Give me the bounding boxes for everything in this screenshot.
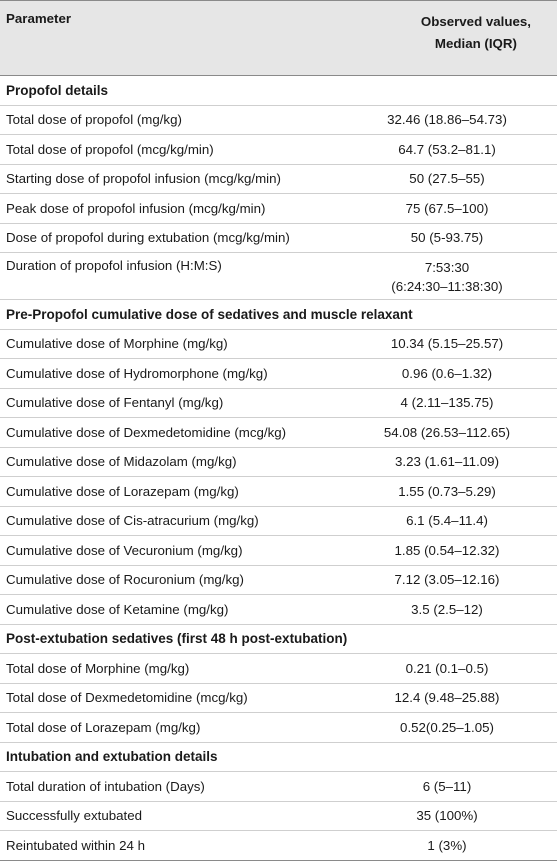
value-cell: 54.08 (26.53–112.65) <box>383 424 511 440</box>
table-row <box>0 224 557 254</box>
value-cell: 75 (67.5–100) <box>405 200 489 216</box>
table-row <box>0 448 557 478</box>
value-cell: 1 (3%) <box>427 837 467 853</box>
table-row <box>0 772 557 802</box>
value-cell: 4 (2.11–135.75) <box>400 395 494 411</box>
table-row <box>0 595 557 625</box>
table-row <box>0 507 557 537</box>
parameter-cell: Cumulative dose of Fentanyl (mg/kg) <box>6 395 224 411</box>
table-row <box>0 135 557 165</box>
value-cell: 6 (5–11) <box>422 778 472 794</box>
table-row <box>0 831 557 861</box>
value-cell: 6.1 (5.4–11.4) <box>406 513 488 529</box>
parameter-cell: Cumulative dose of Cis-atracurium (mg/kg) <box>6 513 259 529</box>
parameter-cell: Total dose of Morphine (mg/kg) <box>6 660 190 676</box>
table-row <box>0 106 557 136</box>
value-cell: 0.52(0.25–1.05) <box>400 719 494 735</box>
table-row <box>0 713 557 743</box>
value-cell: 7.12 (3.05–12.16) <box>394 572 500 588</box>
table-row <box>0 194 557 224</box>
parameter-cell: Cumulative dose of Rocuronium (mg/kg) <box>6 572 244 588</box>
value-cell: 10.34 (5.15–25.57) <box>390 336 504 352</box>
value-cell <box>337 258 557 296</box>
table-row <box>0 684 557 714</box>
value-cell: 35 (100%) <box>416 808 478 824</box>
value-cell: 12.4 (9.48–25.88) <box>394 690 500 706</box>
section-heading-row <box>0 625 557 655</box>
parameter-cell: Total dose of propofol (mg/kg) <box>6 112 182 128</box>
parameter-cell: Cumulative dose of Lorazepam (mg/kg) <box>6 483 239 499</box>
value-cell: 50 (5-93.75) <box>410 230 484 246</box>
table-row <box>0 566 557 596</box>
value-cell: 1.55 (0.73–5.29) <box>398 483 496 499</box>
parameter-cell: Duration of propofol infusion (H:M:S) <box>6 258 222 273</box>
parameter-cell: Cumulative dose of Dexmedetomidine (mcg/kg) <box>6 424 287 440</box>
section-heading: Propofol details <box>6 82 109 98</box>
parameter-cell: Cumulative dose of Ketamine (mg/kg) <box>6 601 229 617</box>
parameter-cell: Successfully extubated <box>6 808 143 824</box>
section-heading: Intubation and extubation details <box>6 749 218 765</box>
value-line2: (6:24:30–11:38:30) <box>391 279 503 294</box>
section-heading: Post-extubation sedatives (first 48 h post-extubation) <box>6 631 348 647</box>
value-cell: 0.21 (0.1–0.5) <box>405 660 489 676</box>
table-row <box>0 165 557 195</box>
header-observed-values <box>421 11 531 55</box>
value-cell: 3.23 (1.61–11.09) <box>395 454 499 470</box>
parameter-cell: Total duration of intubation (Days) <box>6 778 205 794</box>
parameter-cell: Dose of propofol during extubation (mcg/kg/min) <box>6 230 290 246</box>
parameter-cell: Cumulative dose of Vecuronium (mg/kg) <box>6 542 243 558</box>
parameter-cell: Cumulative dose of Morphine (mg/kg) <box>6 336 228 352</box>
table-row <box>0 477 557 507</box>
parameter-cell: Total dose of propofol (mcg/kg/min) <box>6 141 214 157</box>
section-heading-row <box>0 300 557 330</box>
section-heading: Pre-Propofol cumulative dose of sedatives and muscle relaxant <box>6 306 413 322</box>
value-cell: 0.96 (0.6–1.32) <box>401 365 493 381</box>
parameter-cell: Total dose of Lorazepam (mg/kg) <box>6 719 201 735</box>
section-heading-row <box>0 76 557 106</box>
table-row <box>0 418 557 448</box>
parameter-cell: Reintubated within 24 h <box>6 837 145 853</box>
section-heading-row <box>0 743 557 773</box>
value-line1: 7:53:30 <box>424 260 470 275</box>
value-cell: 3.5 (2.5–12) <box>411 601 483 617</box>
table-row <box>0 654 557 684</box>
parameter-cell: Peak dose of propofol infusion (mcg/kg/min) <box>6 200 266 216</box>
table-row <box>0 536 557 566</box>
header-parameter: Parameter <box>6 11 72 26</box>
table-header <box>0 0 557 76</box>
parameter-cell: Total dose of Dexmedetomidine (mcg/kg) <box>6 690 248 706</box>
table-row <box>0 802 557 832</box>
parameter-cell: Cumulative dose of Midazolam (mg/kg) <box>6 454 237 470</box>
table-row <box>0 389 557 419</box>
parameter-cell: Cumulative dose of Hydromorphone (mg/kg) <box>6 365 268 381</box>
value-cell: 32.46 (18.86–54.73) <box>387 112 507 128</box>
value-cell: 1.85 (0.54–12.32) <box>394 542 500 558</box>
value-cell: 64.7 (53.2–81.1) <box>398 141 496 157</box>
parameter-cell: Starting dose of propofol infusion (mcg/kg/min) <box>6 171 281 187</box>
header-observed-line1: Observed values, <box>420 14 531 29</box>
table-body <box>0 76 557 861</box>
table-row <box>0 253 557 300</box>
value-cell: 50 (27.5–55) <box>409 171 485 187</box>
table-row <box>0 330 557 360</box>
table-row <box>0 359 557 389</box>
header-observed-line2: Median (IQR) <box>434 36 517 51</box>
